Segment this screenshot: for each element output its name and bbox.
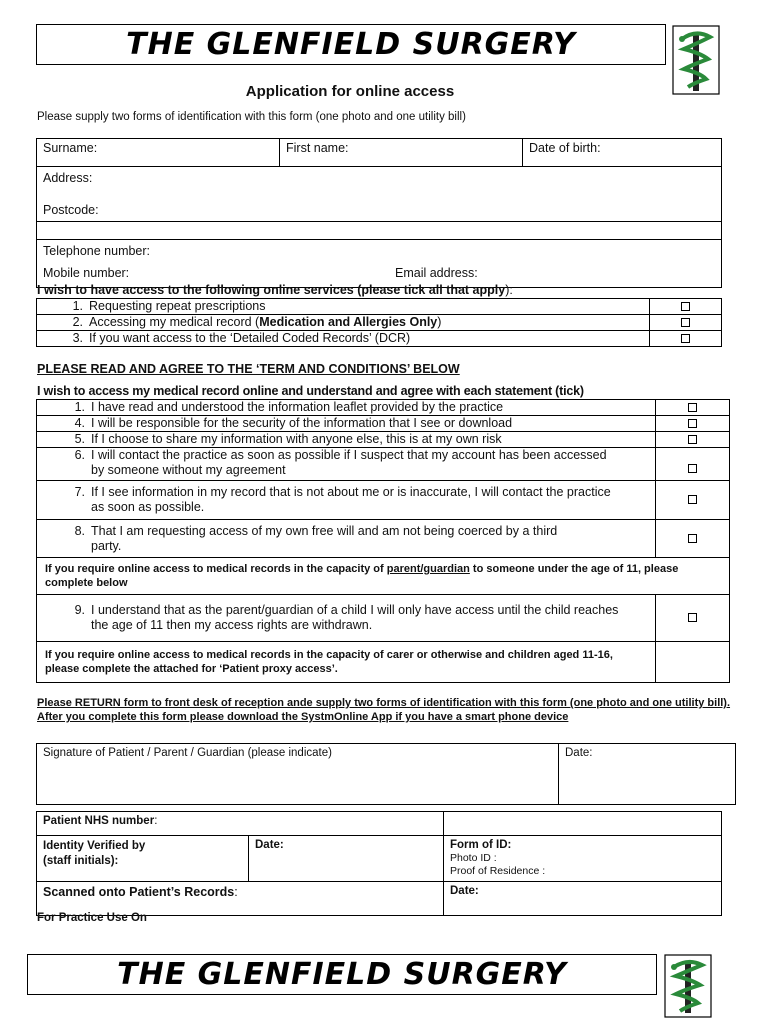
guardian-note-emphasis: parent/guardian (386, 563, 470, 575)
term-item (37, 400, 656, 416)
term-checkbox-cell[interactable] (656, 432, 730, 448)
nhs-number-colon: : (154, 815, 158, 827)
nhs-number-field[interactable] (37, 812, 444, 836)
photo-id-label: Photo ID : (450, 852, 497, 864)
verified-date-field[interactable] (249, 836, 444, 882)
term-item (37, 481, 656, 520)
term-checkbox-cell[interactable] (656, 595, 730, 642)
staff-initials-label: (staff initials): (43, 855, 119, 867)
checkbox[interactable] (688, 464, 697, 473)
service-num: 2. (72, 315, 83, 329)
header-title-box (36, 24, 666, 65)
carer-note-cell (656, 642, 730, 683)
guardian-note-text: If you require online access to medical records in the capacity of (45, 563, 387, 575)
carer-note-text: If you require online access to medical records in the capacity of carer or otherwise and children aged 11-16, please complete the attached for ‘Patient proxy access’. (45, 649, 613, 675)
signature-date-label: Date: (565, 747, 593, 759)
term-item (37, 595, 656, 642)
term-checkbox-cell[interactable] (656, 448, 730, 481)
services-heading-text: I wish to have access to the following online services (please tick all that apply (37, 283, 506, 297)
services-heading (37, 283, 513, 297)
term-text: If I choose to share my information with anyone else, this is at my own risk (91, 432, 502, 446)
checkbox[interactable] (681, 334, 690, 343)
scanned-colon: : (234, 885, 238, 899)
practice-use-footer: For Practice Use On (37, 912, 147, 924)
verified-date-label: Date: (255, 839, 284, 851)
dob-field[interactable] (523, 139, 722, 167)
signature-label: Signature of Patient / Parent / Guardian (please indicate) (43, 747, 332, 759)
service-checkbox-cell[interactable] (650, 331, 722, 347)
service-item (37, 315, 650, 331)
term-checkbox-cell[interactable] (656, 416, 730, 432)
service-item (37, 331, 650, 347)
footer-title-box (27, 954, 657, 995)
scanned-label: Scanned onto Patient’s Records (43, 885, 235, 899)
term-checkbox-cell[interactable] (656, 520, 730, 558)
blank-row (37, 222, 722, 240)
term-checkbox-cell[interactable] (656, 481, 730, 520)
mobile-label: Mobile number: (43, 266, 130, 280)
intro-text: Please supply two forms of identification with this form (one photo and one utility bill) (37, 111, 466, 123)
checkbox[interactable] (688, 613, 697, 622)
service-text-bold: Medication and Allergies Only (259, 315, 438, 329)
service-text: Requesting repeat prescriptions (89, 299, 266, 313)
telephone-label: Telephone number: (43, 244, 151, 258)
signature-table (36, 743, 736, 805)
term-item (37, 448, 656, 481)
identity-verified-field[interactable] (37, 836, 249, 882)
return-note: Please RETURN form to front desk of reception ande supply two forms of identification with this form (one photo and one utility bill). After you complete this form please download the SystmOnline App if you have a smart phone device (37, 697, 731, 723)
terms-subheading: I wish to access my medical record online and understand and agree with each statement (tick) (37, 384, 584, 398)
service-item (37, 299, 650, 315)
guardian-note-text-end: to someone under the age of 11, please complete below (45, 563, 679, 589)
scanned-date-field[interactable] (444, 882, 722, 916)
term-num: 7. (74, 485, 85, 499)
signature-date-field[interactable] (559, 744, 736, 805)
nhs-number-label: Patient NHS number (43, 815, 155, 827)
first-name-field[interactable] (280, 139, 523, 167)
form-title: Application for online access (245, 83, 455, 100)
service-text: If you want access to the ‘Detailed Coded Records’ (DCR) (89, 331, 411, 345)
contact-field[interactable] (37, 240, 722, 288)
surname-label: Surname: (43, 141, 98, 155)
term-text: I understand that as the parent/guardian of a child I will only have access until the child reaches the age of 11 then my access rights are withdrawn. (91, 603, 619, 632)
carer-note (37, 642, 656, 683)
term-text: That I am requesting access of my own free will and am not being coerced by a third party. (91, 523, 558, 553)
form-of-id-field[interactable] (444, 836, 722, 882)
caduceus-icon (664, 954, 712, 1018)
practice-use-table (36, 811, 722, 916)
checkbox[interactable] (688, 419, 697, 428)
checkbox[interactable] (688, 403, 697, 412)
term-num: 8. (74, 523, 85, 538)
first-name-label: First name: (286, 141, 349, 155)
term-num: 6. (74, 448, 85, 462)
service-num: 3. (72, 331, 83, 345)
identity-verified-label: Identity Verified by (43, 840, 146, 852)
term-text: I will contact the practice as soon as possible if I suspect that my account has been accessed by someone without my agreement (91, 448, 607, 477)
service-checkbox-cell[interactable] (650, 299, 722, 315)
checkbox[interactable] (688, 435, 697, 444)
surgery-title: THE GLENFIELD SURGERY (117, 957, 567, 992)
term-num: 1. (74, 400, 85, 414)
term-text: If I see information in my record that is not about me or is inaccurate, I will contact the practice as soon as possible. (91, 485, 611, 514)
email-label: Email address: (395, 266, 478, 280)
checkbox[interactable] (688, 495, 697, 504)
terms-table (36, 399, 730, 683)
services-heading-end: ): (505, 283, 513, 297)
nhs-number-value[interactable] (444, 812, 722, 836)
term-num: 5. (74, 432, 85, 446)
personal-details-table (36, 138, 722, 288)
term-num: 4. (74, 416, 85, 430)
term-num: 9. (74, 603, 85, 617)
scanned-field[interactable] (37, 882, 444, 916)
signature-field[interactable] (37, 744, 559, 805)
address-field[interactable] (37, 167, 722, 222)
term-checkbox-cell[interactable] (656, 400, 730, 416)
term-item (37, 416, 656, 432)
dob-label: Date of birth: (529, 141, 601, 155)
checkbox[interactable] (688, 534, 697, 543)
term-text: I have read and understood the information leaflet provided by the practice (91, 400, 504, 414)
services-table (36, 298, 722, 347)
service-text-end: ) (437, 315, 442, 329)
scanned-date-label: Date: (450, 885, 479, 897)
form-of-id-label: Form of ID: (450, 839, 512, 851)
surname-field[interactable] (37, 139, 280, 167)
surgery-title: THE GLENFIELD SURGERY (126, 27, 576, 62)
terms-heading: PLEASE READ AND AGREE TO THE ‘TERM AND CONDITIONS’ BELOW (37, 362, 460, 376)
postcode-label: Postcode: (43, 203, 99, 217)
checkbox[interactable] (681, 318, 690, 327)
service-checkbox-cell[interactable] (650, 315, 722, 331)
term-item (37, 520, 656, 558)
service-text: Accessing my medical record ( (89, 315, 260, 329)
term-text: I will be responsible for the security of the information that I see or download (91, 416, 513, 430)
guardian-note (37, 558, 730, 595)
proof-of-residence-label: Proof of Residence : (450, 865, 546, 877)
address-label: Address: (43, 171, 93, 185)
service-num: 1. (72, 299, 83, 313)
checkbox[interactable] (681, 302, 690, 311)
term-item (37, 432, 656, 448)
